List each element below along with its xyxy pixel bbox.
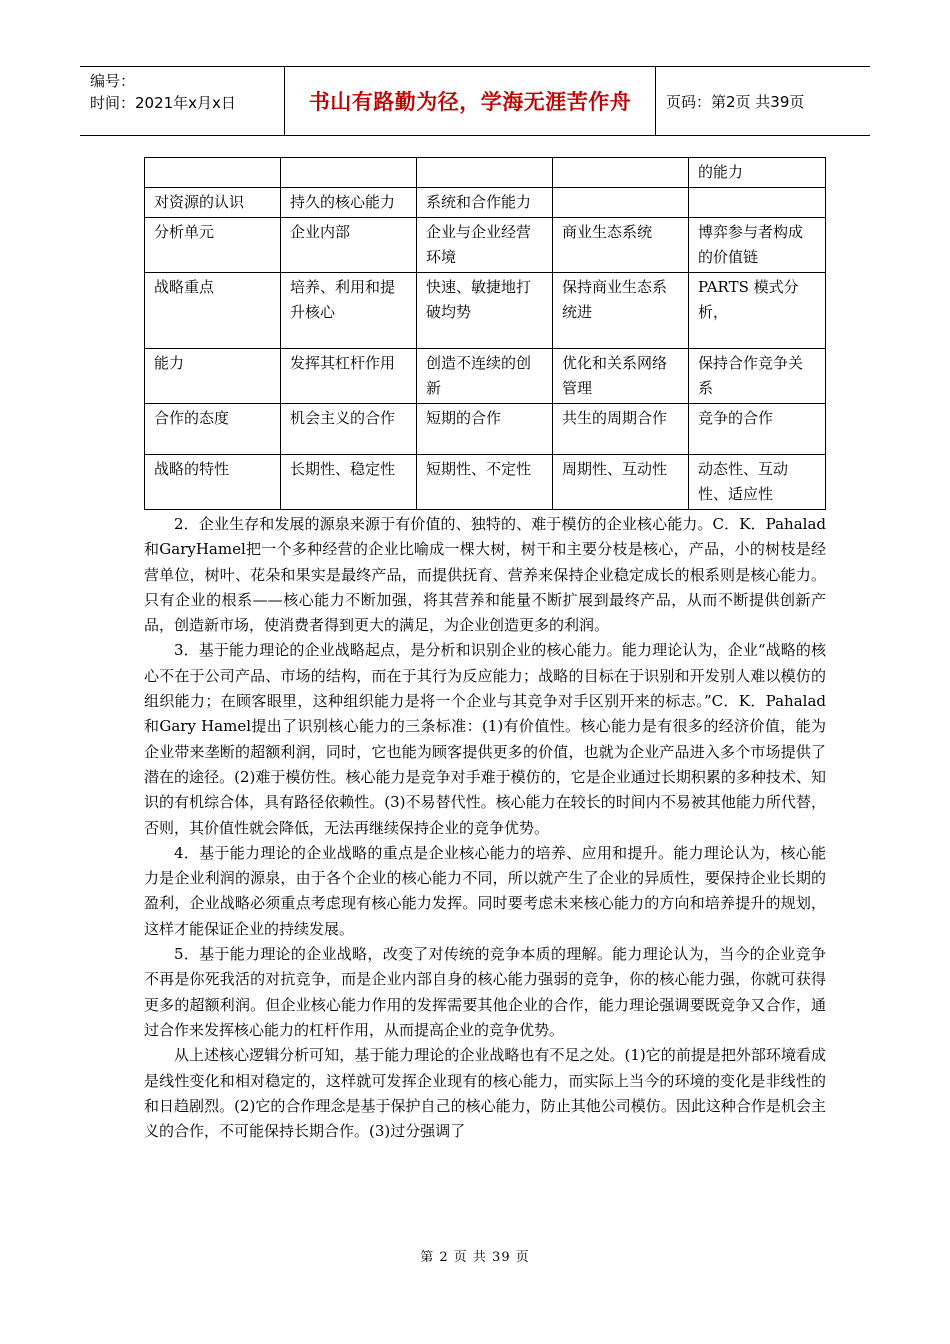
paragraph: 2．企业生存和发展的源泉来源于有价值的、独特的、难于模仿的企业核心能力。C．K．Pahalad和GaryHamel把一个多种经营的企业比喻成一棵大树，树干和主要分枝是核心，产品，小的树枝是经营单位，树叶、花朵和果实是最终产品，而提供抚育、营养来保持企业稳定成长的根系则是核心能力。只有企业的根系——核心能力不断加强，将其营养和能量不断扩展到最终产品，从而不断提供创新产品，创造新市场，使消费者得到更大的满足，为企业创造更多的利润。 <box>144 515 826 635</box>
table-cell: 优化和关系网络管理 <box>553 349 689 404</box>
table-cell: 发挥其杠杆作用 <box>281 349 417 404</box>
paragraph: 5．基于能力理论的企业战略，改变了对传统的竞争本质的理解。能力理论认为，当今的企业竞争不再是你死我活的对抗竞争，而是企业内部自身的核心能力强弱的竞争，你的核心能力强，你就可获得更多的超额利润。但企业核心能力作用的发挥需要其他企业的合作，能力理论强调要既竞争又合作，通过合作来发挥核心能力的杠杆作用，从而提高企业的竞争优势。 <box>144 945 826 1039</box>
table-cell: 创造不连续的创新 <box>417 349 553 404</box>
table-cell: 短期的合作 <box>417 404 553 455</box>
table-cell: 合作的态度 <box>145 404 281 455</box>
number-label: 编号： <box>90 72 136 90</box>
table-row <box>145 218 826 273</box>
table-row <box>145 455 826 510</box>
table-cell: PARTS 模式分析， <box>689 273 826 349</box>
table-cell: 战略重点 <box>145 273 281 349</box>
page-header <box>80 66 870 136</box>
table-cell <box>689 188 826 218</box>
table-cell <box>417 158 553 188</box>
table-cell: 持久的核心能力 <box>281 188 417 218</box>
table-cell: 商业生态系统 <box>553 218 689 273</box>
body-text <box>144 512 826 1144</box>
table-cell: 周期性、互动性 <box>553 455 689 510</box>
table-cell: 短期性、不定性 <box>417 455 553 510</box>
table-cell <box>553 158 689 188</box>
motto-title: 书山有路勤为径，学海无涯苦作舟 <box>285 67 656 135</box>
comparison-table <box>144 157 826 510</box>
table-cell <box>281 158 417 188</box>
table-cell: 系统和合作能力 <box>417 188 553 218</box>
table-cell: 长期性、稳定性 <box>281 455 417 510</box>
page-footer: 第 2 页 共 39 页 <box>420 1250 530 1265</box>
table-cell: 的能力 <box>689 158 826 188</box>
table-row <box>145 404 826 455</box>
table-cell: 保持商业生态系统进 <box>553 273 689 349</box>
table-cell <box>145 158 281 188</box>
table-cell: 对资源的认识 <box>145 188 281 218</box>
table-row <box>145 158 826 188</box>
paragraph: 4．基于能力理论的企业战略的重点是企业核心能力的培养、应用和提升。能力理论认为，核心能力是企业利润的源泉，由于各个企业的核心能力不同，所以就产生了企业的异质性，要保持企业长期的盈利，企业战略必须重点考虑现有核心能力发挥。同时要考虑未来核心能力的方向和培养提升的规划，这样才能保证企业的持续发展。 <box>144 843 826 938</box>
table-row <box>145 349 826 404</box>
table-cell: 动态性、互动性、适应性 <box>689 455 826 510</box>
table-cell: 机会主义的合作 <box>281 404 417 455</box>
table-cell: 博弈参与者构成的价值链 <box>689 218 826 273</box>
header-meta <box>80 67 285 135</box>
table-cell <box>553 188 689 218</box>
table-row <box>145 188 826 218</box>
table-cell: 企业内部 <box>281 218 417 273</box>
table-cell: 培养、利用和提升核心 <box>281 273 417 349</box>
page-indicator: 页码：第2页 共39页 <box>666 92 805 111</box>
table-row <box>145 273 826 349</box>
table-cell: 快速、敏捷地打破均势 <box>417 273 553 349</box>
paragraph: 从上述核心逻辑分析可知，基于能力理论的企业战略也有不足之处。(1)它的前提是把外部环境看成是线性变化和相对稳定的，这样就可发挥企业现有的核心能力，而实际上当今的环境的变化是非线性的和日趋剧烈。(2)它的合作理念是基于保护自己的核心能力，防止其他公司模仿。因此这种合作是机会主义的合作，不可能保持长期合作。(3)过分强调了 <box>144 1046 826 1141</box>
table-cell: 保持合作竞争关系 <box>689 349 826 404</box>
paragraph: 3．基于能力理论的企业战略起点，是分析和识别企业的核心能力。能力理论认为，企业“战略的核心不在于公司产品、市场的结构，而在于其行为反应能力；战略的目标在于识别和开发别人难以模仿的组织能力；在顾客眼里，这种组织能力是将一个企业与其竞争对手区别开来的标志。”C．K．Pahalad和Gary Hamel提出了识别核心能力的三条标准：(1)有价值性。核心能力是有很多的经济价值，能为企业带来垄断的超额利润，同时，它也能为顾客提供更多的价值，也就为企业产品进入多个市场提供了潜在的途径。(2)难于模仿性。核心能力是竞争对手难于模仿的，它是企业通过长期积累的多种技术、知识的有机综合体，具有路径依赖性。(3)不易替代性。核心能力在较长的时间内不易被其他能力所代替，否则，其价值性就会降低，无法再继续保持企业的竞争优势。 <box>144 641 826 837</box>
table-cell: 企业与企业经营环境 <box>417 218 553 273</box>
table-cell: 共生的周期合作 <box>553 404 689 455</box>
table-cell: 竞争的合作 <box>689 404 826 455</box>
table-cell: 战略的特性 <box>145 455 281 510</box>
time-label: 时间：2021年x月x日 <box>90 94 236 112</box>
table-cell: 分析单元 <box>145 218 281 273</box>
table-cell: 能力 <box>145 349 281 404</box>
